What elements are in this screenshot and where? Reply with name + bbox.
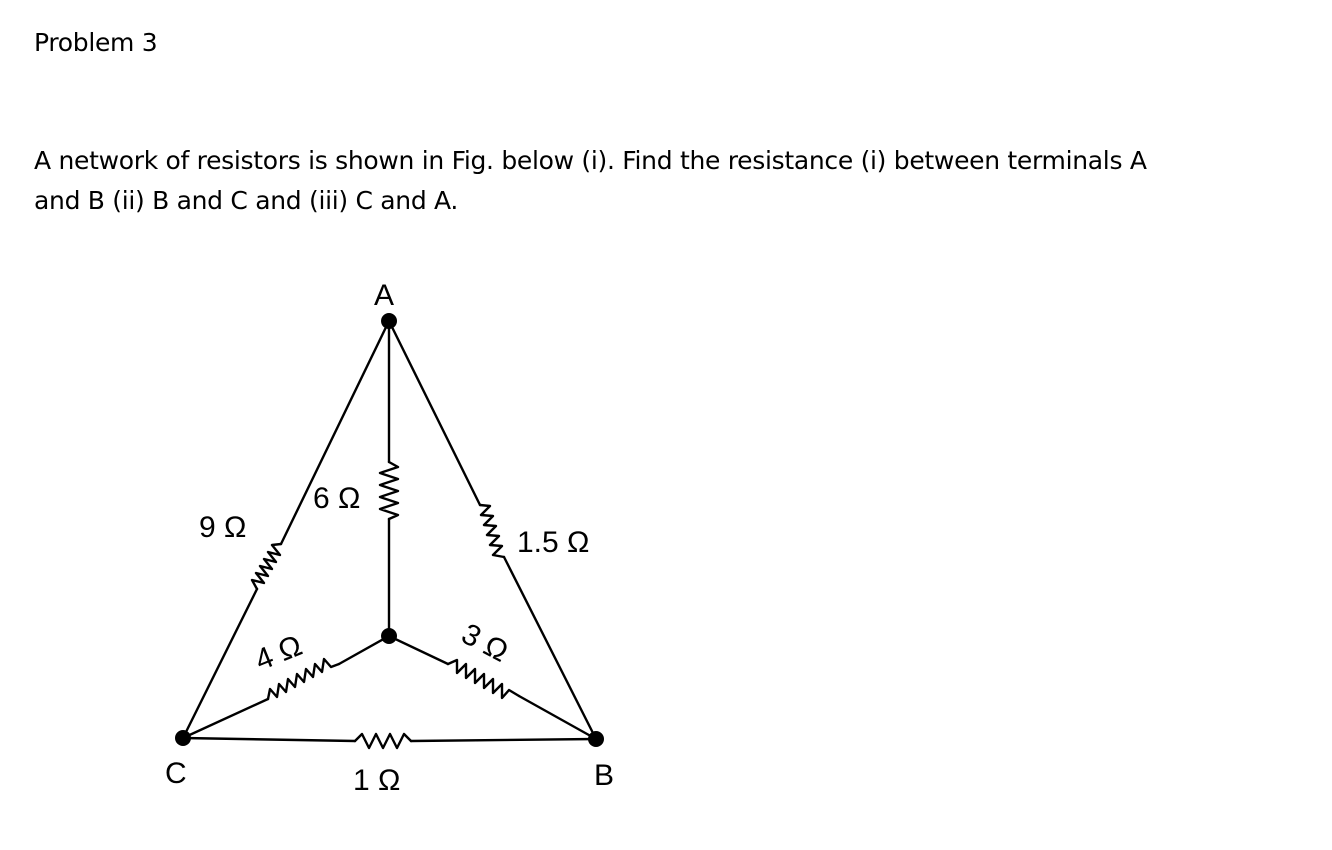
wire-ab-upper (389, 321, 480, 505)
resistor-1-5-ohm (480, 505, 504, 557)
wire-cb-right (411, 739, 596, 741)
wire-ab-lower (504, 557, 596, 739)
node-center-dot (381, 628, 397, 644)
wire-ca (183, 589, 257, 738)
label-1-ohm: 1 Ω (353, 764, 401, 797)
problem-line-2: and B (ii) B and C and (iii) C and A. (34, 186, 459, 215)
label-9-ohm: 9 Ω (199, 511, 247, 544)
resistor-6-ohm (380, 462, 398, 519)
wire-co-right (339, 636, 389, 664)
resistor-3-ohm (448, 660, 519, 698)
node-a-dot (381, 313, 397, 329)
label-3-ohm: 3 Ω (456, 617, 514, 669)
resistor-9-ohm (252, 544, 281, 589)
wire-co-left (183, 699, 268, 738)
node-label-c: C (165, 757, 187, 790)
node-label-a: A (374, 279, 395, 312)
wire-ob-left (389, 636, 448, 664)
node-label-b: B (594, 759, 615, 792)
node-c-dot (175, 730, 191, 746)
label-6-ohm: 6 Ω (313, 482, 361, 515)
problem-heading: Problem 3 (34, 28, 158, 57)
problem-line-1: A network of resistors is shown in Fig. below (i). Find the resistance (i) between terminals A (34, 146, 1147, 175)
resistor-1-ohm (355, 734, 411, 748)
label-1-5-ohm: 1.5 Ω (517, 526, 590, 559)
node-b-dot (588, 731, 604, 747)
wire-cb-left (183, 738, 355, 741)
label-4-ohm: 4 Ω (250, 628, 307, 678)
